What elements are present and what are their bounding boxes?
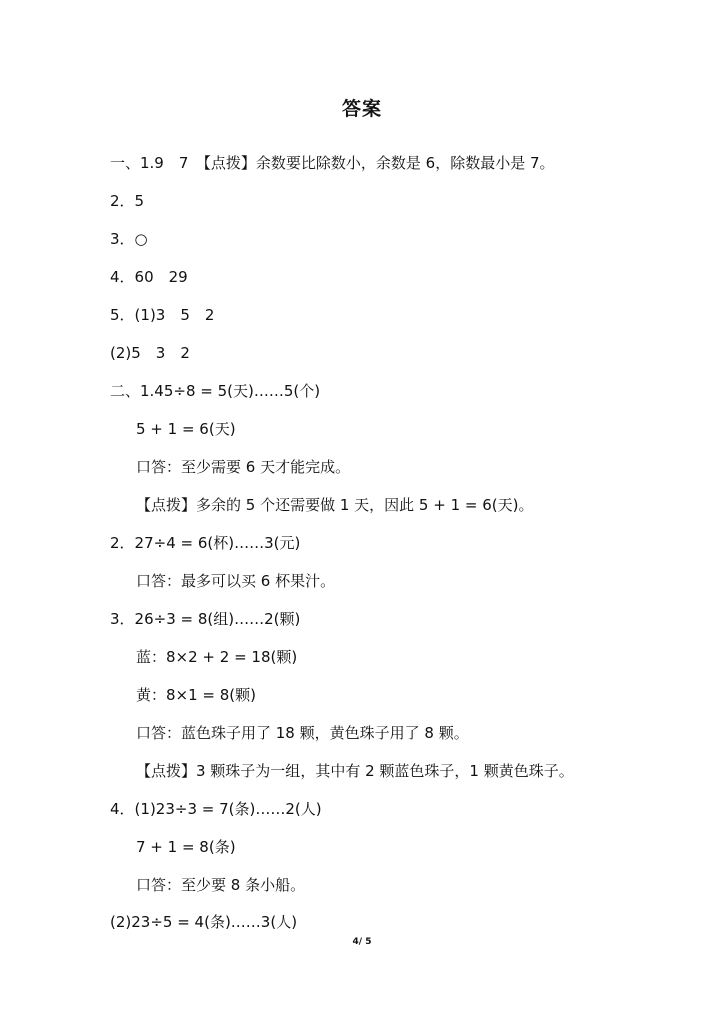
answer-line-6: (2)5 3 2 — [110, 344, 190, 362]
answer-line-17: 【点拨】3 颗珠子为一组，其中有 2 颗蓝色珠子，1 颗黄色珠子。 — [136, 762, 574, 780]
answer-line-13: 3．26÷3 = 8(组)……2(颗) — [110, 610, 301, 628]
page-number: 4/ 5 — [352, 937, 372, 947]
answer-line-2: 2．5 — [110, 192, 145, 210]
answer-line-16: 口答：蓝色珠子用了 18 颗，黄色珠子用了 8 颗。 — [136, 724, 469, 742]
answer-line-5: 5．(1)3 5 2 — [110, 306, 215, 324]
answer-line-15: 黄：8×1 = 8(颗) — [136, 686, 257, 704]
answer-line-11: 2．27÷4 = 6(杯)……3(元) — [110, 534, 301, 552]
answer-line-9: 口答：至少需要 6 天才能完成。 — [136, 458, 351, 476]
answer-line-3: 3．○ — [110, 230, 148, 248]
answer-line-21: (2)23÷5 = 4(条)……3(人) — [110, 913, 298, 931]
answer-line-10: 【点拨】多余的 5 个还需要做 1 天，因此 5 + 1 = 6(天)。 — [136, 496, 534, 514]
page-title: 答案 — [341, 98, 382, 120]
answer-line-18: 4．(1)23÷3 = 7(条)……2(人) — [110, 800, 322, 818]
answer-line-8: 5 + 1 = 6(天) — [136, 420, 236, 438]
answer-line-7: 二、1.45÷8 = 5(天)……5(个) — [110, 382, 321, 400]
answer-line-20: 口答：至少要 8 条小船。 — [136, 876, 306, 894]
answer-line-4: 4．60 29 — [110, 268, 188, 286]
answer-line-12: 口答：最多可以买 6 杯果汁。 — [136, 572, 336, 590]
answer-line-14: 蓝：8×2 + 2 = 18(颗) — [136, 648, 298, 666]
answer-line-1: 一、1.9 7 【点拨】余数要比除数小，余数是 6，除数最小是 7。 — [110, 154, 555, 172]
answer-line-19: 7 + 1 = 8(条) — [136, 838, 236, 856]
